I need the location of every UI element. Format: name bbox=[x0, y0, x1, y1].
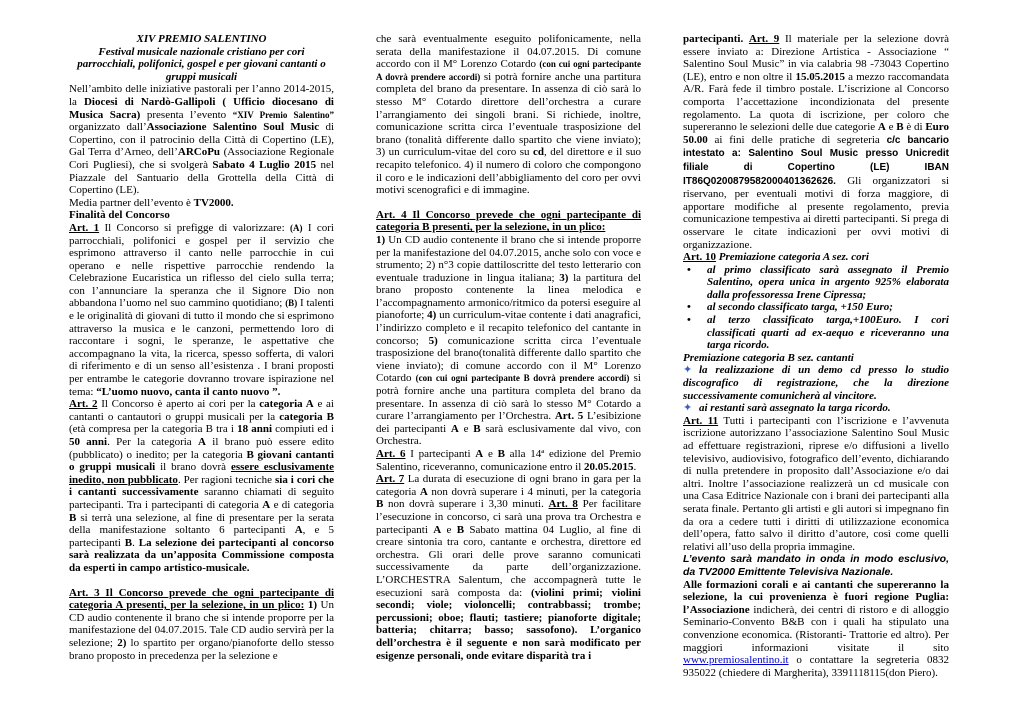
document-subtitle: Festival musicale nazionale cristiano per cori parrocchiali, polifonici, gospel e per giovani cantanti o gruppi musicali bbox=[77, 45, 326, 83]
article-4: 1) Un CD audio contenente il brano che si intende proporre per la manifestazione del 04.07.2015, anche solo con voce e strumento; 2) n°3 copie dattiloscritte del testo letterario con eventuale traduzione in lingua italiana; 3) la partitura del brano proposto contenente la linea melodica e l’accompagnamento armonico/ritmico da potersi eseguire al pianoforte; 4) un curriculum-vitae contente i dati anagrafici, l’indirizzo completo e il recapito telefonico del cantante in concorso; 5) comunicazione scritta circa l’eventuale trasposizione del brano(tonalità differente dallo spartito che viene inviato); di comune accordo con il M° Lorenzo Cotardo (con cui ogni partecipante B dovrà prendere accordi) si potrà fornire anche una partitura completa del brano da presentare. In assenza di ciò sarà lo stesso M° Cotardo a curare l’arrangiamento per l’Orchestra. Art. 5 L’esibizione dei partecipanti A e B sarà esclusivamente dal vivo, con Orchestra. bbox=[376, 233, 642, 448]
document-title: XIV PREMIO SALENTINO bbox=[136, 33, 267, 45]
bullet-icon: ✦ bbox=[683, 364, 693, 377]
article-6: Art. 6 I partecipanti A e B alla 14ª edizione del Premio Salentino, riceveranno, comunicazione entro il 20.05.2015. bbox=[376, 448, 641, 473]
article-11: Art. 11 Tutti i partecipanti con l’iscrizione e l’avvenuta iscrizione autorizzano l’associazione Salentino Soul Music ad effettuare registrazioni, riprese e/o diffusioni a livello televisivo, audiovisivo, fotografico dell’evento, dichiarando di nulla pretendere in proposito dall’Associazione e/o dai altri. Inoltre l’associazione realizzerà un cd musicale con una Casa Editrice Nazionale con i brani dei partecipanti alla serata finale. Pertanto gli artisti e gli autori si impegnano fin da ora a cedere tutti i diritti di utilizzazione economica dell’opera, fatto salvo il diritto d’autore, così come quelli relativi all’uso della propria immagine. bbox=[683, 414, 949, 553]
section-heading-finalita: Finalità del Concorso bbox=[69, 209, 170, 222]
article-7-8: Art. 7 La durata di esecuzione di ogni brano in gara per la categoria A non dovrà superare i 4 minuti, per la categoria B non dovrà superare i 3,30 minuti. Art. 8 Per facilitare l’esecuzione in concorso, ci sarà una prova tra Orchestra e partecipanti A e B Sabato mattina 04 Luglio, al fine di creare sintonia tra coro, cantante e orchestra, direttore ed orchestra. Gli orari delle prove saranno comunicati successivamente da parte dell’organizzazione. L’ORCHESTRA Salentum, che accompagnerà tutte le esecuzioni sarà composta da: (violini primi; violini secondi; viole; violoncelli; contrabbassi; trombe; percussioni; oboe; flauti; tastiere; pianoforte digitale; batteria; chitarra; basso; sassofono). L’organico dell’orchestra è il seguente e non sarà modificato per esigenze personali, onde evitare disparità tra i bbox=[376, 473, 641, 662]
article-1: Art. 1 Il Concorso si prefigge di valorizzare: (A) I cori parrocchiali, polifonici e gospel per il servizio che esprimono attraverso il canto nelle parrocchie in cui operano e nelle rispettive parrocchie rendendo la Celebrazione Eucaristica un riflesso del cielo sulla terra; con l’annunciare la speranza che il Signore Dio non abbandona l’uomo nel suo cammino quotidiano; (B) I talenti e le originalità di giovani di tutto il mondo che si esprimono attraverso la musica e le canzoni, permettendo loro di raccontare i sogni, le speranze, le aspettative che accompagnano la vita, la ricerca, spesso sofferta, di valori di riferimento e di un senso all’esistenza . I brani proposti per entrambe le categorie dovranno trovare ispirazione nel tema: “L’uomo nuovo, canta il canto nuovo ”. bbox=[69, 221, 335, 398]
column-1 bbox=[69, 33, 334, 662]
article-3-continued: che sarà eventualmente eseguito polifonicamente, nella serata della manifestazione il 04.07.2015. Di comune accordo con il M° Lorenzo Cotardo (con cui ogni partecipante A dovrà prendere accordi) si potrà fornire anche una partitura completa del brano da presentare. In assenza di ciò sarà lo stesso M° Cotardo direttore dell’orchestra a curare l’arrangiamento dei singoli brani. Si richiede, inoltre, comunicazione scritta circa l’eventuale trasposizione del brano (tonalità differente dallo spartito che viene inviato); 3) un curriculum-vitae del coro su cd, del direttore e il suo recapito telefonico. 4) il numero di coloro che compongono il coro e le indicazioni dell’abbigliamento del coro per ovvi motivi scenografici e di immagine. bbox=[376, 33, 641, 197]
prize-item: • al terzo classificato targa,+100Euro. I cori classificati quarti ad ex-aequo e riceveranno una targa ricordo. bbox=[707, 314, 949, 352]
media-partner: Media partner dell’evento è TV2000. bbox=[69, 196, 234, 209]
prize-item: • al secondo classificato targa, +150 Euro; bbox=[707, 301, 949, 314]
hospitality-note: Alle formazioni corali e ai cantanti che supereranno la selezione, la cui provenienza è fuori regione Puglia: l’Associazione indicherà, dei centri di ristoro e di alloggio Seminario-Convento B&B con i quali ha stipulato una convenzione economica. (Ristoranti- Trattorie ed altro). Per maggiori informazioni visitate il sito www.premiosalentino.it o contattare la segreteria 0832 935022 (chiedere di Margherita), 3391118115(don Piero). bbox=[683, 578, 949, 679]
prize-heading-category-b: Premiazione categoria B sez. cantanti bbox=[683, 351, 854, 364]
intro-paragraph: Nell’ambito delle iniziative pastorali per l’anno 2014-2015, la Diocesi di Nardò-Gallipoli ( Ufficio diocesano di Musica Sacra) presenta l’evento “XIV Premio Salentino” organizzato dall’Associazione Salentino Soul Music di Copertino, con il patrocinio della Città di Copertino (LE), Gal Terra d’Arneo, dell’ARCoPu (Associazione Regionale Cori Pugliesi), che si svolgerà Sabato 4 Luglio 2015 nel Piazzale del Santuario della Grottella della Città di Copertino (LE). bbox=[69, 83, 335, 197]
article-9: partecipanti. Art. 9 Il materiale per la selezione dovrà essere inviato a: Direzione Artistica - Associazione “ Salentino Soul Music” in via calabria 98 -73043 Copertino (LE), entro e non oltre il 15.05.2015 a mezzo raccomandata A/R. Farà fede il timbro postale. L’iscrizione al Concorso comporta l’accettazione incondizionata del presente regolamento. La quota di iscrizione, per coloro che supereranno le selezioni delle due categorie A e B è di Euro 50.00 ai fini delle pratiche di segreteria c/c bancario intestato a: Salentino Soul Music presso Unicredit filiale di Copertino (LE) IBAN IT86Q0200879582000401362626. Gli organizzatori si riservano, per eventuali motivi di forza maggiore, di apportare modifiche al presente regolamento, previa comunicazione tempestiva ai diretti partecipanti. Si prega di osservare le citate indicazioni per ovvi motivi di organizzazione. bbox=[683, 33, 949, 251]
prize-b-item: ✦ la realizzazione di un demo cd presso lo studio discografico di registrazione, che la direzione successivamente comunicherà al vincitore. bbox=[683, 364, 949, 402]
article-4-heading: Art. 4 Il Concorso prevede che ogni partecipante di categoria B presenti, per la selezione, in un plico: bbox=[376, 208, 641, 234]
column-2 bbox=[376, 33, 641, 662]
bullet-icon: ✦ bbox=[683, 402, 693, 415]
website-link[interactable]: www.premiosalentino.it bbox=[683, 654, 789, 667]
article-10-heading: Art. 10 Premiazione categoria A sez. cori bbox=[683, 251, 869, 264]
article-3: Art. 3 Il Concorso prevede che ogni partecipante di categoria A presenti, per la selezione, in un plico: 1) Un CD audio contenente il brano che si intende proporre per la manifestazione del 04.07.2015. Tale CD audio servirà per la selezione; 2) lo spartito per organo/pianoforte dello stesso brano proposto in precedenza per la selezione e bbox=[69, 586, 335, 662]
column-3 bbox=[683, 33, 949, 679]
prize-item: • al primo classificato sarà assegnato il Premio Salentino, opera unica in argento 925% elaborata dalla professoressa Irene Cipressa; bbox=[707, 264, 949, 302]
prize-list-category-a bbox=[683, 264, 949, 352]
prize-b-item: ✦ ai restanti sarà assegnato la targa ricordo. bbox=[683, 402, 891, 415]
tv-note: L’evento sarà mandato in onda in modo esclusivo, da TV2000 Emittente Televisiva Nazionale. bbox=[683, 553, 949, 578]
article-2: Art. 2 Il Concorso è aperto ai cori per la categoria A e ai cantanti o cantautori o gruppi musicali per la categoria B (età compresa per la categoria B tra i 18 anni compiuti ed i 50 anni. Per la categoria A il brano può essere edito (pubblicato) o inedito; per la categoria B giovani cantanti o gruppi musicali il brano dovrà essere esclusivamente inedito, non pubblicato. Per ragioni tecniche sia i cori che i cantanti successivamente saranno chiamati di seguito partecipanti. Tra i partecipanti di categoria A e di categoria B si terrà una selezione, al fine di presentare per la serata della manifestazione soltanto 6 partecipanti A, e 5 partecipanti B. La selezione dei partecipanti al concorso sarà realizzata da un’apposita Commissione composta da esperti in campo artistico-musicale. bbox=[69, 398, 335, 574]
